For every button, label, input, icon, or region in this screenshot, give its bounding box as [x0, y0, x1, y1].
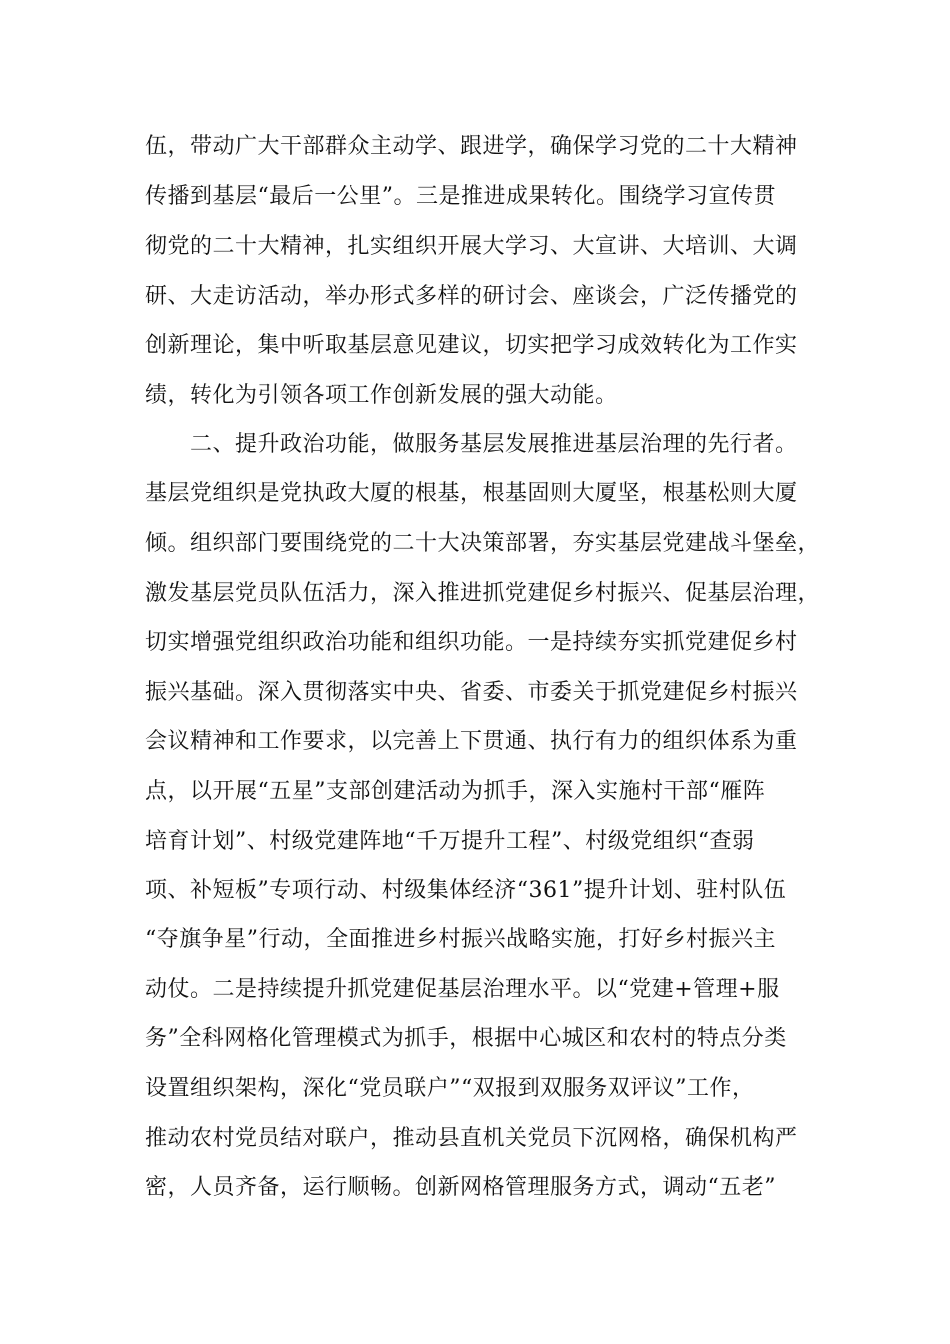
text-line: 伍，带动广大干部群众主动学、跟进学，确保学习党的二十大精神: [145, 134, 798, 159]
text-line: 基层党组织是党执政大厦的根基，根基固则大厦坚，根基松则大厦: [145, 481, 798, 506]
text-line: 振兴基础。深入贯彻落实中央、省委、市委关于抓党建促乡村振兴: [145, 680, 798, 705]
text-line: 研、大走访活动，举办形式多样的研讨会、座谈会，广泛传播党的: [145, 284, 798, 309]
section-heading: 二、提升政治功能，做服务基层发展推进基层治理的先行者。: [190, 432, 798, 457]
text-line: 推动农村党员结对联户，推动县直机关党员下沉网格，确保机构严: [145, 1126, 798, 1151]
text-line: 激发基层党员队伍活力，深入推进抓党建促乡村振兴、促基层治理，: [145, 581, 821, 606]
text-line: 点，以开展“五星”支部创建活动为抓手，深入实施村干部“雁阵: [145, 779, 766, 804]
text-line: 创新理论，集中听取基层意见建议，切实把学习成效转化为工作实: [145, 333, 798, 358]
text-line: 务”全科网格化管理模式为抓手，根据中心城区和农村的特点分类: [145, 1026, 787, 1051]
text-line: 培育计划”、村级党建阵地“千万提升工程”、村级党组织“查弱: [145, 829, 755, 854]
text-line: 设置组织架构，深化“党员联户”“双报到双服务双评议”工作，: [145, 1076, 755, 1101]
text-line: 项、补短板”专项行动、村级集体经济“361”提升计划、驻村队伍: [145, 878, 787, 903]
text-line: 传播到基层“最后一公里”。三是推进成果转化。围绕学习宣传贯: [145, 184, 776, 209]
text-line: 密，人员齐备，运行顺畅。创新网格管理服务方式，调动“五老”: [145, 1175, 776, 1200]
text-line: 绩，转化为引领各项工作创新发展的强大动能。: [145, 383, 618, 408]
text-line: 倾。组织部门要围绕党的二十大决策部署，夯实基层党建战斗堡垒，: [145, 531, 821, 556]
text-line: 会议精神和工作要求，以完善上下贯通、执行有力的组织体系为重: [145, 729, 798, 754]
text-line: 动仗。二是持续提升抓党建促基层治理水平。以“党建+管理+服: [145, 977, 780, 1002]
text-line: 切实增强党组织政治功能和组织功能。一是持续夯实抓党建促乡村: [145, 630, 798, 655]
text-line: 彻党的二十大精神，扎实组织开展大学习、大宣讲、大培训、大调: [145, 234, 798, 259]
text-line: “夺旗争星”行动，全面推进乡村振兴战略实施，打好乡村振兴主: [145, 927, 776, 952]
